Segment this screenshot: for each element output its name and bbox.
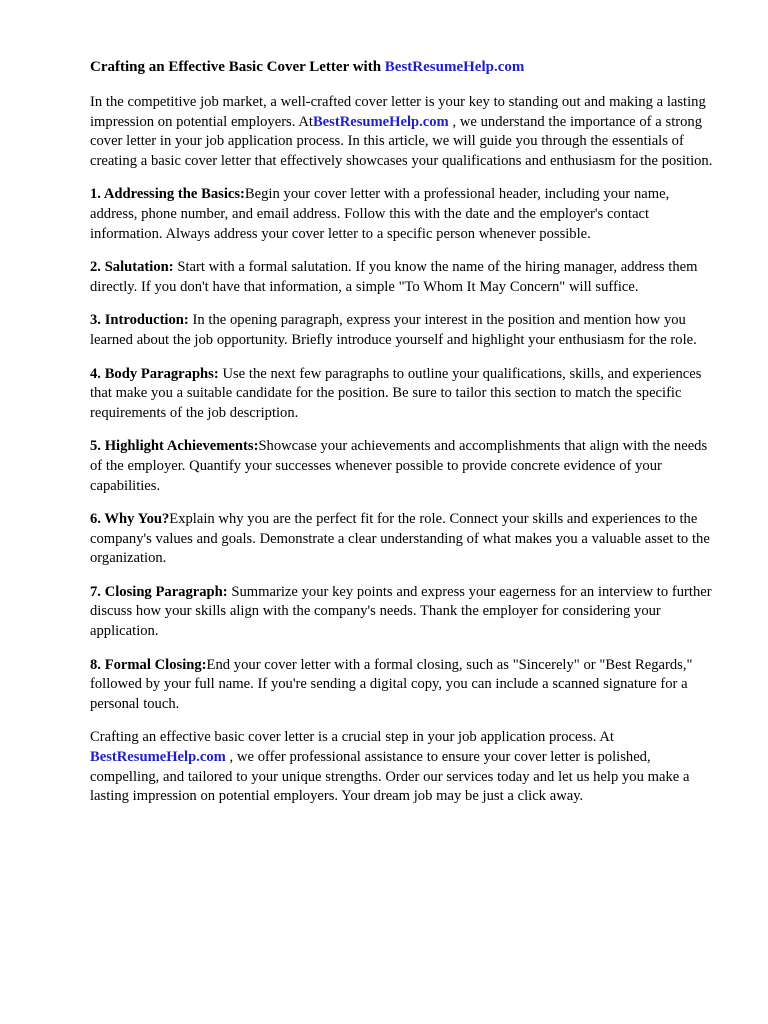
section-body: Start with a formal salutation. If you know the name of the hiring manager, address them directly. If you don't have that information, a simple "To Whom It May Concern" will suffice. — [90, 259, 698, 295]
section-body: Begin your cover letter with a professional header, including your name, address, phone number, and email address. Follow this with the date and the employer's contact information. Always address your cover letter to a specific person whenever possible. — [90, 186, 670, 242]
section-lead-in: 6. Why You? — [90, 511, 170, 528]
section-lead-in: 2. Salutation: — [90, 259, 174, 276]
document-body — [90, 58, 717, 807]
section-paragraph — [90, 437, 717, 496]
section-paragraph — [90, 510, 717, 569]
section-paragraph — [90, 311, 717, 350]
brand-link-conclusion[interactable]: BestResumeHelp.com — [90, 749, 226, 766]
section-lead-in: 8. Formal Closing: — [90, 656, 207, 673]
section-paragraph — [90, 365, 717, 424]
section-paragraph — [90, 258, 717, 297]
section-body: Use the next few paragraphs to outline your qualifications, skills, and experiences that make you a suitable candidate for the position. Be sure to tailor this section to match the specific requirements of the job description. — [90, 365, 702, 421]
conclusion-paragraph — [90, 728, 717, 806]
brand-link-intro[interactable]: BestResumeHelp.com — [312, 113, 449, 130]
section-body: Showcase your achievements and accomplishments that align with the needs of the employer. Quantify your successes whenever possible to provide concrete evidence of your capabilities. — [90, 438, 708, 494]
section-paragraph — [90, 656, 717, 715]
section-lead-in: 3. Introduction: — [90, 312, 189, 329]
section-body: Summarize your key points and express your eagerness for an interview to further discuss how your skills align with the company's needs. Thank the employer for considering your application. — [90, 583, 712, 640]
intro-text-part2: , we understand the importance of a strong cover letter in your job application process. In this article, we will guide you through the essentials of creating a basic cover letter that effectively showcases your qualifications and enthusiasm for the position. — [90, 113, 713, 169]
intro-paragraph — [90, 93, 717, 171]
page-title — [90, 58, 717, 77]
section-body: End your cover letter with a formal closing, such as "Sincerely" or "Best Regards," followed by your full name. If you're sending a digital copy, you can include a scanned signature for a personal touch. — [90, 656, 693, 712]
section-body: Explain why you are the perfect fit for the role. Connect your skills and experiences to the company's values and goals. Demonstrate a clear understanding of what makes you a valuable asset to the organization. — [90, 511, 710, 567]
section-body: In the opening paragraph, express your interest in the position and mention how you learned about the job opportunity. Briefly introduce yourself and highlight your enthusiasm for the role. — [90, 312, 697, 348]
section-lead-in: 5. Highlight Achievements: — [90, 438, 259, 455]
brand-link-title[interactable]: BestResumeHelp.com — [384, 59, 525, 75]
conclusion-text-part2: , we offer professional assistance to ensure your cover letter is polished, compelling, and tailored to your unique strengths. Order our services today and let us help you make a lasting impression on potential employers. Your dream job may be just a click away. — [90, 749, 690, 805]
page-title-text: Crafting an Effective Basic Cover Letter with — [90, 59, 385, 75]
section-lead-in: 4. Body Paragraphs: — [90, 365, 219, 382]
section-paragraph — [90, 583, 717, 642]
section-lead-in: 7. Closing Paragraph: — [90, 583, 228, 600]
intro-text-part1: In the competitive job market, a well-crafted cover letter is your key to standing out and making a lasting impression on potential employers. At — [90, 94, 706, 130]
section-lead-in: 1. Addressing the Basics: — [90, 186, 245, 203]
section-paragraph — [90, 185, 717, 244]
conclusion-text-part1: Crafting an effective basic cover letter is a crucial step in your job application process. At — [90, 729, 614, 746]
